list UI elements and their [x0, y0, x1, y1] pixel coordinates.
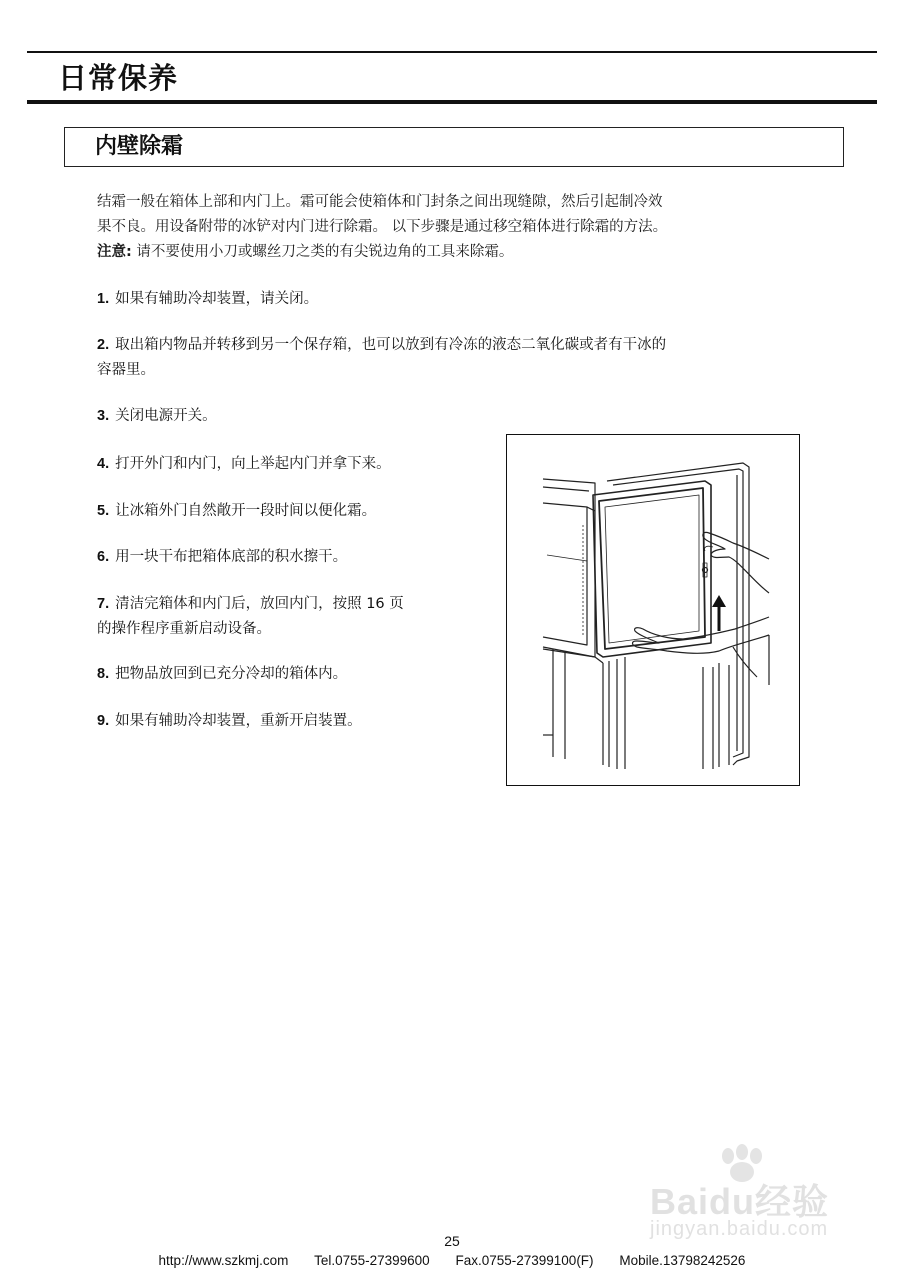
step-text: 清洁完箱体和内门后，放回内门，按照 16 页	[115, 596, 404, 612]
step-number: 4.	[97, 456, 110, 472]
step-text: 打开外门和内门，向上举起内门并拿下来。	[115, 456, 391, 472]
intro-line-2: 果不良。用设备附带的冰铲对内门进行除霜。 以下步骤是通过移空箱体进行除霜的方法。	[97, 219, 668, 235]
section-heading-box	[64, 127, 844, 167]
step-text: 如果有辅助冷却装置，重新开启装置。	[115, 713, 362, 729]
step-text: 关闭电源开关。	[115, 408, 217, 424]
intro-line-1: 结霜一般在箱体上部和内门上。霜可能会使箱体和门封条之间出现缝隙，然后引起制冷效	[97, 194, 663, 210]
footer-contact	[0, 1253, 904, 1268]
step-number: 3.	[97, 408, 110, 424]
step-number: 1.	[97, 291, 110, 307]
footer-website: http://www.szkmj.com	[158, 1253, 289, 1268]
footer-mobile: Mobile.13798242526	[619, 1253, 746, 1268]
step-item	[97, 499, 477, 524]
intro-note	[97, 240, 817, 265]
step-text-continued: 容器里。	[97, 362, 155, 378]
up-arrow-icon	[712, 595, 726, 631]
note-text: 请不要使用小刀或螺丝刀之类的有尖锐边角的工具来除霜。	[131, 244, 514, 260]
header-top-rule	[27, 51, 877, 53]
footer-fax: Fax.0755-27399100(F)	[455, 1253, 594, 1268]
step-number: 9.	[97, 713, 110, 729]
step-number: 8.	[97, 666, 110, 682]
step-number: 6.	[97, 549, 110, 565]
step-text: 取出箱内物品并转移到另一个保存箱，也可以放到有冷冻的液态二氧化碳或者有干冰的	[115, 337, 667, 353]
page-number: 25	[444, 1233, 460, 1249]
step-item	[97, 592, 477, 642]
header-bottom-rule	[27, 100, 877, 104]
step-number: 7.	[97, 596, 110, 612]
illustration-drawing	[507, 435, 799, 785]
footer-tel: Tel.0755-27399600	[314, 1253, 430, 1268]
intro-paragraph	[97, 190, 817, 265]
step-item	[97, 287, 817, 312]
step-text: 把物品放回到已充分冷却的箱体内。	[115, 666, 348, 682]
step-number: 5.	[97, 503, 110, 519]
step-item	[97, 333, 817, 383]
note-label: 注意:	[97, 244, 132, 260]
step-item	[97, 452, 477, 477]
door-removal-illustration	[506, 434, 800, 786]
step-text-continued: 的操作程序重新启动设备。	[97, 621, 271, 637]
page-title: 日常保养	[58, 61, 179, 95]
watermark-brand: Baidu经验	[650, 1181, 830, 1222]
watermark-url: jingyan.baidu.com	[650, 1218, 829, 1240]
step-item	[97, 404, 817, 429]
section-title: 内壁除霜	[95, 134, 184, 159]
step-number: 2.	[97, 337, 110, 353]
step-text: 用一块干布把箱体底部的积水擦干。	[115, 549, 348, 565]
step-item	[97, 709, 477, 734]
step-text: 让冰箱外门自然敞开一段时间以便化霜。	[115, 503, 377, 519]
step-item	[97, 545, 477, 570]
step-text: 如果有辅助冷却装置，请关闭。	[115, 291, 319, 307]
step-item	[97, 662, 477, 687]
